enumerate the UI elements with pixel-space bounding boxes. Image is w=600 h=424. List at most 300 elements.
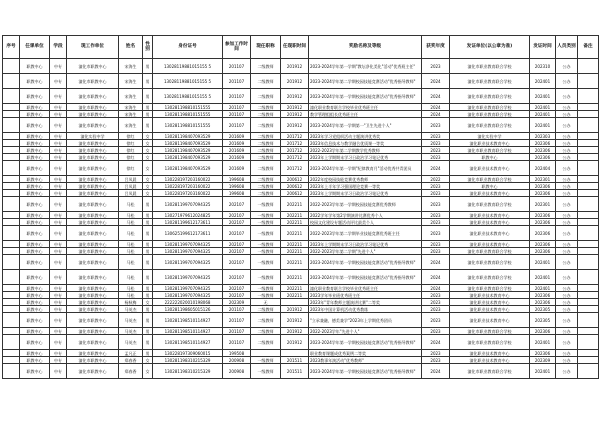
since-cell: 201912 (281, 59, 309, 74)
name-cell: 宋海生 (119, 118, 143, 133)
workplace-cell: 潼化市职教中心 (67, 255, 119, 270)
row-number-cell (3, 118, 20, 133)
stage-cell: 中专 (50, 74, 67, 89)
award-cell: 2023年"青年教师主题演讲比赛"二等奖 (309, 299, 422, 306)
sex-cell: 男 (143, 111, 153, 118)
award-cell: 2022-2023学年第二学期毕业技能竞赛优秀班主任 (309, 226, 422, 241)
title-cell: 二级教师 (251, 313, 281, 328)
award-cell: 校园文化建设专题活动评比最美个人 (309, 219, 422, 226)
table-row (3, 133, 599, 140)
row-number-cell (3, 140, 20, 147)
unit-cell: 职教中心 (20, 161, 50, 176)
stage-cell: 中专 (50, 248, 67, 255)
table-row (3, 183, 599, 190)
workplace-cell: 潼化市职教中心 (67, 118, 119, 133)
date-cell: 202305 (530, 313, 556, 328)
cat-cell: 公办 (556, 357, 578, 364)
id-cell: 130281199707094325 (153, 197, 223, 212)
table-row (3, 212, 599, 219)
issuer-cell: 潼化职业技术教育中心 (450, 357, 530, 364)
since-cell: 202211 (281, 255, 309, 270)
header-cell: 姓名 (119, 36, 143, 59)
unit-cell: 职教中心 (20, 89, 50, 104)
stage-cell: 中专 (50, 299, 67, 306)
title-cell: 二级教师 (251, 111, 281, 118)
cat-cell: 公办 (556, 197, 578, 212)
issuer-cell: 潼化职业技术教育中心 (450, 140, 530, 147)
since-cell: 201912 (281, 328, 309, 335)
row-number-cell (3, 74, 20, 89)
cat-cell: 公办 (556, 306, 578, 313)
remark-cell (578, 350, 599, 357)
stage-cell: 中专 (50, 270, 67, 285)
title-cell: 二级教师 (251, 190, 281, 197)
header-cell: 身份证号 (153, 36, 223, 59)
header-cell: 获奖年度 (422, 36, 450, 59)
since-cell: 201712 (281, 147, 309, 154)
cat-cell: 公办 (556, 335, 578, 350)
name-cell: 宋海生 (119, 59, 143, 74)
date-cell: 202401 (530, 104, 556, 111)
date-cell: 202306 (530, 147, 556, 154)
date-cell: 202401 (530, 255, 556, 270)
date-cell: 202401 (530, 285, 556, 292)
id-cell: 130281198407093529 (153, 154, 223, 161)
unit-cell: 职教中心 (20, 104, 50, 111)
table-row (3, 59, 599, 74)
award-cell: 2023-2024学年第一学期"纪律教育月"活动优秀共青团员 (309, 161, 422, 176)
title-cell: 二级教师 (251, 140, 281, 147)
issuer-cell: 潼化职业技术教育中心 (450, 212, 530, 219)
cat-cell: 公办 (556, 248, 578, 255)
workplace-cell: 潼化市职教中心 (67, 292, 119, 299)
workplace-cell: 潼化市职教中心 (67, 212, 119, 219)
award-cell: 2022-2023学年第二学期教学优秀教师 (309, 147, 422, 154)
unit-cell: 职教中心 (20, 176, 50, 183)
cat-cell: 公办 (556, 364, 578, 379)
unit-cell: 职教中心 (20, 364, 50, 379)
award-cell: 2022-2023学年第二学期"先进个人" (309, 248, 422, 255)
since-cell: 201511 (281, 364, 309, 379)
workplace-cell: 潼化市职教中心 (67, 89, 119, 104)
sex-cell: 男 (143, 248, 153, 255)
id-cell: 13028119881015155 5 (153, 59, 223, 74)
name-cell: 马英杰 (119, 328, 143, 335)
since-cell: 202211 (281, 285, 309, 292)
name-cell: 吕凤晨 (119, 183, 143, 190)
row-number-cell (3, 89, 20, 104)
date-cell: 202401 (530, 89, 556, 104)
cat-cell: 公办 (556, 241, 578, 248)
title-cell: 一级教师 (251, 212, 281, 219)
cat-cell: 公办 (556, 292, 578, 299)
date-cell: 202401 (530, 118, 556, 133)
header-cell: 学段 (50, 36, 67, 59)
award-cell: 2023-2024学年第一学期"教坛净化美化"活动"优秀班主任" (309, 59, 422, 74)
unit-cell: 职教中心 (20, 154, 50, 161)
stage-cell: 中专 (50, 89, 67, 104)
remark-cell (578, 357, 599, 364)
sex-cell: 女 (143, 133, 153, 140)
row-number-cell (3, 292, 20, 299)
year-cell: 2023 (422, 59, 450, 74)
unit-cell: 职教中心 (20, 357, 50, 364)
name-cell: 马英杰 (119, 335, 143, 350)
row-number-cell (3, 154, 20, 161)
start-cell: 202107 (223, 285, 251, 292)
since-cell: 201912 (281, 313, 309, 328)
id-cell: 130281198810151555 (153, 118, 223, 133)
id-cell: 130281198310215329 (153, 364, 223, 379)
row-number-cell (3, 197, 20, 212)
remark-cell (578, 313, 599, 328)
table-row (3, 285, 599, 292)
name-cell: 马松 (119, 219, 143, 226)
sex-cell: 女 (143, 299, 153, 306)
date-cell: 202306 (530, 350, 556, 357)
table-row (3, 111, 599, 118)
since-cell: 201912 (281, 306, 309, 313)
sex-cell: 男 (143, 285, 153, 292)
since-cell: 201912 (281, 335, 309, 350)
remark-cell (578, 104, 599, 111)
unit-cell: 职教中心 (20, 226, 50, 241)
title-cell: 一级教师 (251, 241, 281, 248)
table-row (3, 270, 599, 285)
award-cell: "立承兼融，德美兼学"2023年上学期优秀团员 (309, 313, 422, 328)
start-cell: 200908 (223, 364, 251, 379)
sex-cell: 男 (143, 59, 153, 74)
issuer-cell: 潼化职业技术教育中心 (450, 299, 530, 306)
cat-cell: 公办 (556, 190, 578, 197)
start-cell: 202107 (223, 292, 251, 299)
award-cell: 2023学年毕业班优秀班主任 (309, 292, 422, 299)
start-cell: 202107 (223, 255, 251, 270)
workplace-cell: 潼化市职教中心 (67, 147, 119, 154)
id-cell: 130228197203160022 (153, 183, 223, 190)
remark-cell (578, 89, 599, 104)
stage-cell: 中专 (50, 147, 67, 154)
row-number-cell (3, 364, 20, 379)
date-cell: 202306 (530, 140, 556, 147)
date-cell: 202401 (530, 335, 556, 350)
cat-cell: 公办 (556, 59, 578, 74)
stage-cell: 中专 (50, 226, 67, 241)
remark-cell (578, 197, 599, 212)
award-cell: 2023年上学期期末学习日政治学习笔记优秀 (309, 190, 422, 197)
year-cell: 2023 (422, 299, 450, 306)
year-cell: 2024 (422, 364, 450, 379)
unit-cell: 职教中心 (20, 118, 50, 133)
issuer-cell: 潼化市职业教育联合学校 (450, 270, 530, 285)
date-cell: 202306 (530, 328, 556, 335)
since-cell: 201912 (281, 74, 309, 89)
award-cell: 2023年信息技术与教学融合优质课一等奖 (309, 140, 422, 147)
cat-cell: 公办 (556, 104, 578, 111)
stage-cell: 中专 (50, 190, 67, 197)
unit-cell: 职教中心 (20, 255, 50, 270)
sex-cell: 男 (143, 270, 153, 285)
stage-cell: 中专 (50, 241, 67, 248)
name-cell: 吕凤晨 (119, 190, 143, 197)
unit-cell: 职教中心 (20, 350, 50, 357)
workplace-cell: 潼化市职教中心 (67, 248, 119, 255)
workplace-cell: 潼化市职教中心 (67, 299, 119, 306)
sex-cell: 女 (143, 147, 153, 154)
workplace-cell: 潼化市职教中心 (67, 270, 119, 285)
date-cell: 202303 (530, 133, 556, 140)
cat-cell: 公办 (556, 212, 578, 219)
unit-cell: 职教中心 (20, 299, 50, 306)
since-cell: 201912 (281, 89, 309, 104)
title-cell: 一级教师 (251, 364, 281, 379)
issuer-cell: 潼化职业技术教育中心 (450, 350, 530, 357)
row-number-cell (3, 219, 20, 226)
remark-cell (578, 118, 599, 133)
date-cell: 202306 (530, 190, 556, 197)
year-cell: 2022 (422, 176, 450, 183)
workplace-cell: 潼化市职教中心 (67, 176, 119, 183)
cat-cell: 公办 (556, 176, 578, 183)
workplace-cell: 潼化市职教中心 (67, 219, 119, 226)
unit-cell: 职教中心 (20, 219, 50, 226)
since-cell: 202211 (281, 197, 309, 212)
remark-cell (578, 241, 599, 248)
workplace-cell: 潼化市职教中心 (67, 335, 119, 350)
date-cell: 202305 (530, 306, 556, 313)
table-row (3, 176, 599, 183)
workplace-cell: 潼化市职教中心 (67, 104, 119, 111)
remark-cell (578, 190, 599, 197)
row-number-cell (3, 306, 20, 313)
row-number-cell (3, 255, 20, 270)
stage-cell: 中专 (50, 104, 67, 111)
id-cell: 130281198407093529 (153, 140, 223, 147)
workplace-cell: 潼化市职教中心 (67, 190, 119, 197)
issuer-cell: 潼化职业技术教育中心 (450, 292, 530, 299)
year-cell: 2024 (422, 104, 450, 111)
table-body (3, 59, 599, 379)
unit-cell: 职教中心 (20, 292, 50, 299)
remark-cell (578, 111, 599, 118)
name-cell: 郑春香 (119, 357, 143, 364)
start-cell: 199608 (223, 176, 251, 183)
cat-cell: 公办 (556, 154, 578, 161)
start-cell: 201107 (223, 328, 251, 335)
since-cell: 202211 (281, 248, 309, 255)
header-cell: 任现职时间 (281, 36, 309, 59)
id-cell: 130281199707094325 (153, 241, 223, 248)
sex-cell: 女 (143, 357, 153, 364)
issuer-cell: 潼化实验中学 (450, 133, 530, 140)
unit-cell: 职教中心 (20, 74, 50, 89)
award-cell: 2023教事年演活动"优秀教师" (309, 357, 422, 364)
cat-cell: 公办 (556, 89, 578, 104)
title-cell: 一级教师 (251, 255, 281, 270)
stage-cell: 中专 (50, 364, 67, 379)
id-cell: 130228197203160022 (153, 176, 223, 183)
id-cell: 13028119881015155 5 (153, 89, 223, 104)
stage-cell: 中专 (50, 176, 67, 183)
year-cell: 2024 (422, 335, 450, 350)
stage-cell: 中专 (50, 357, 67, 364)
unit-cell: 职教中心 (20, 147, 50, 154)
header-cell: 序号 (3, 36, 20, 59)
start-cell: 201609 (223, 133, 251, 140)
name-cell: 徐红 (119, 133, 143, 140)
year-cell: 2024 (422, 161, 450, 176)
workplace-cell: 潼化市职教中心 (67, 357, 119, 364)
header-cell: 发证单位(以公章为准) (450, 36, 530, 59)
title-cell: 二级教师 (251, 161, 281, 176)
award-cell: 2023-2024学年第一学期校园技能竞赛活动"优秀指导教师" (309, 255, 422, 270)
remark-cell (578, 183, 599, 190)
start-cell: 201107 (223, 313, 251, 328)
year-cell: 2023 (422, 190, 450, 197)
cat-cell: 公办 (556, 118, 578, 133)
award-cell: 2023-2024学年第一学期校园技能竞赛活动"优秀指导教师" (309, 335, 422, 350)
table-row (3, 219, 599, 226)
name-cell: 徐红 (119, 161, 143, 176)
id-cell: 130281198510114927 (153, 313, 223, 328)
year-cell: 2023 (422, 357, 450, 364)
award-cell: 2022-2023学年第一学期校园技能竞赛优秀教师 (309, 197, 422, 212)
table-row (3, 74, 599, 89)
date-cell: 202306 (530, 154, 556, 161)
year-cell: 2024 (422, 111, 450, 118)
cat-cell: 公办 (556, 183, 578, 190)
name-cell: 宋海生 (119, 74, 143, 89)
title-cell: 二级教师 (251, 147, 281, 154)
date-cell: 202306 (530, 212, 556, 219)
start-cell: 202107 (223, 241, 251, 248)
title-cell (251, 350, 281, 357)
header-cell: 性别 (143, 36, 153, 59)
row-number-cell (3, 183, 20, 190)
since-cell (281, 299, 309, 306)
issuer-cell: 潼化市职业教育联合学校 (450, 59, 530, 74)
sex-cell: 男 (143, 104, 153, 111)
title-cell: 一级教师 (251, 357, 281, 364)
issuer-cell: 潼化市职业教育联合学校 (450, 328, 530, 335)
stage-cell: 中专 (50, 292, 67, 299)
sex-cell: 男 (143, 328, 153, 335)
workplace-cell: 潼化市职教中心 (67, 241, 119, 248)
remark-cell (578, 140, 599, 147)
remark-cell (578, 299, 599, 306)
date-cell: 202301 (530, 197, 556, 212)
cat-cell: 公办 (556, 147, 578, 154)
year-cell: 2023 (422, 147, 450, 154)
issuer-cell: 潼化职业技术教育中心 (450, 190, 530, 197)
start-cell: 201107 (223, 111, 251, 118)
issuer-cell: 潼化市职业教育联合学校 (450, 176, 530, 183)
since-cell: 200612 (281, 176, 309, 183)
id-cell: 130281199707094325 (153, 255, 223, 270)
table-row (3, 255, 599, 270)
title-cell: 一级教师 (251, 292, 281, 299)
since-cell: 201712 (281, 133, 309, 140)
workplace-cell: 潼化市职教中心 (67, 350, 119, 357)
unit-cell: 职教中心 (20, 190, 50, 197)
workplace-cell: 潼化市职教中心 (67, 226, 119, 241)
title-cell: 二级教师 (251, 335, 281, 350)
title-cell: 二级教师 (251, 89, 281, 104)
unit-cell: 职教中心 (20, 335, 50, 350)
sex-cell: 男 (143, 255, 153, 270)
table-row (3, 299, 599, 306)
year-cell: 2023 (422, 241, 450, 248)
year-cell: 2023 (422, 219, 450, 226)
header-cell: 任课单位 (20, 36, 50, 59)
sex-cell: 女 (143, 176, 153, 183)
id-cell: 130281198810151555 (153, 104, 223, 111)
issuer-cell: 潼化市职业教育联合学校 (450, 255, 530, 270)
row-number-cell (3, 190, 20, 197)
unit-cell: 职教中心 (20, 285, 50, 292)
issuer-cell: 潼化职业技术教育中心 (450, 241, 530, 248)
remark-cell (578, 161, 599, 176)
unit-cell: 职教中心 (20, 313, 50, 328)
year-cell: 2023 (422, 350, 450, 357)
award-cell: 潼化职业教育联合学校毕业优秀班主任 (309, 104, 422, 111)
date-cell: 202306 (530, 241, 556, 248)
table-row (3, 161, 599, 176)
name-cell: 郑春香 (119, 364, 143, 379)
since-cell: 201511 (281, 357, 309, 364)
start-cell: 201107 (223, 89, 251, 104)
name-cell: 宋海生 (119, 104, 143, 111)
issuer-cell: 职教中心 (450, 183, 530, 190)
award-cell: 2023-2024学年第一学期校园技能竞赛活动"优秀指导教师" (309, 364, 422, 379)
year-cell: 2023 (422, 212, 450, 219)
sex-cell: 男 (143, 197, 153, 212)
issuer-cell: 潼化市职业教育联合学校 (450, 335, 530, 350)
issuer-cell: 潼化市职业教育联合学校 (450, 285, 530, 292)
date-cell: 202401 (530, 364, 556, 379)
start-cell: 199608 (223, 190, 251, 197)
row-number-cell (3, 111, 20, 118)
award-cell: 职业教育课题成优秀案例二等奖 (309, 350, 422, 357)
start-cell: 202309 (223, 299, 251, 306)
stage-cell: 中专 (50, 133, 67, 140)
id-cell: 130281198510114927 (153, 328, 223, 335)
unit-cell: 职教中心 (20, 133, 50, 140)
award-cell: 2023-2024学年第一学期校园技能竞赛活动"优秀指导教师" (309, 89, 422, 104)
year-cell: 2023 (422, 248, 450, 255)
award-cell: 2023年学习党组织活动主题演讲优秀奖 (309, 133, 422, 140)
award-cell: 2023年上半年学习强国理论竞赛一等奖 (309, 183, 422, 190)
row-number-cell (3, 335, 20, 350)
issuer-cell: 潼化市职业教育联合学校 (450, 147, 530, 154)
date-cell: 202306 (530, 299, 556, 306)
unit-cell: 职教中心 (20, 111, 50, 118)
id-cell: 130281198810151555 (153, 111, 223, 118)
row-number-cell (3, 59, 20, 74)
id-cell: 130281199707094325 (153, 270, 223, 285)
table-row (3, 364, 599, 379)
title-cell: 一级教师 (251, 219, 281, 226)
cat-cell: 公办 (556, 328, 578, 335)
sex-cell: 男 (143, 219, 153, 226)
stage-cell: 中专 (50, 219, 67, 226)
row-number-cell (3, 104, 20, 111)
remark-cell (578, 306, 599, 313)
title-cell: 二级教师 (251, 328, 281, 335)
remark-cell (578, 154, 599, 161)
title-cell: 二级教师 (251, 118, 281, 133)
table-row (3, 154, 599, 161)
